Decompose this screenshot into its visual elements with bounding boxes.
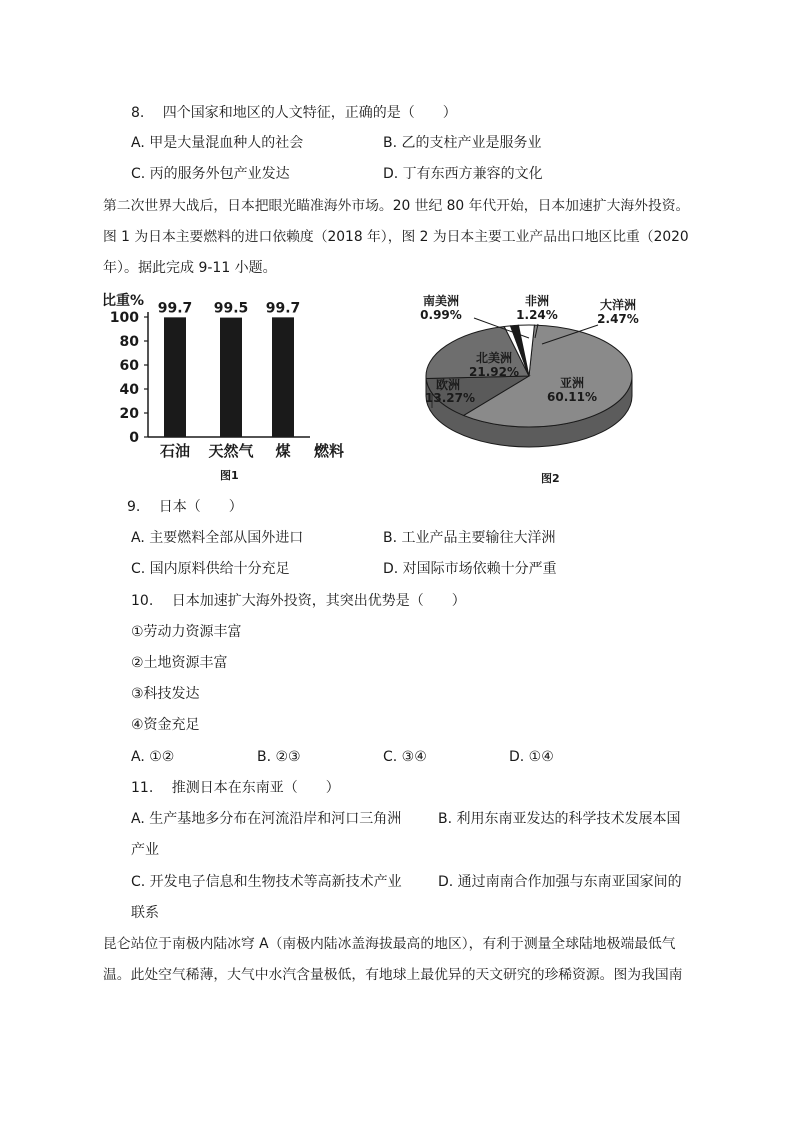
fig1-bar (164, 317, 186, 437)
passage2-line1: 昆仑站位于南极内陆冰穹 A（南极内陆冰盖海拔最高的地区），有利于测量全球陆地极端最低气 (103, 936, 676, 952)
fig2-label-value: 21.92% (469, 365, 519, 379)
q8-option-c: C. 丙的服务外包产业发达 (131, 166, 290, 182)
q11-option-d-continued: 联系 (131, 905, 159, 921)
fig2-label-value: 0.99% (420, 308, 462, 322)
q11-option-d: D. 通过南南合作加强与东南亚国家间的 (438, 874, 682, 890)
fig1-category-label: 石油 (159, 442, 191, 460)
q11-option-b: B. 利用东南亚发达的科学技术发展本国 (438, 811, 681, 827)
q9-option-a: A. 主要燃料全部从国外进口 (131, 530, 304, 546)
fig2-title: 图2 (541, 472, 560, 485)
fig2-label-name: 亚洲 (559, 376, 585, 390)
fig2-label-value: 1.24% (516, 308, 558, 322)
q9-stem: 9. 日本（ ） (127, 499, 243, 515)
fig1-ytick-label: 80 (119, 334, 139, 350)
fig2-label-value: 60.11% (547, 390, 597, 404)
q8-option-b: B. 乙的支柱产业是服务业 (383, 135, 542, 151)
q9-option-c: C. 国内原料供给十分充足 (131, 561, 290, 577)
q8-stem: 8. 四个国家和地区的人文特征，正确的是（ ） (131, 105, 457, 121)
fig1-value-label: 99.7 (265, 300, 301, 317)
figure1-bar-chart (98, 286, 360, 484)
fig1-xlabel: 燃料 (314, 442, 345, 460)
fig2-label-name: 大洋洲 (599, 298, 637, 312)
fig1-value-label: 99.7 (157, 300, 193, 317)
fig1-ytick-label: 60 (119, 358, 139, 374)
q8-option-d: D. 丁有东西方兼容的文化 (383, 166, 543, 182)
fig1-value-label: 99.5 (213, 300, 249, 317)
q9-option-d: D. 对国际市场依赖十分严重 (383, 561, 557, 577)
q11-option-b-continued: 产业 (131, 842, 159, 858)
q8-option-a: A. 甲是大量混血种人的社会 (131, 135, 304, 151)
fig1-ytick-label: 40 (119, 382, 139, 398)
fig1-ylabel: 比重% (102, 293, 145, 309)
fig2-label-name: 北美洲 (475, 351, 513, 365)
passage2-line2: 温。此处空气稀薄，大气中水汽含量极低，有地球上最优异的天文研究的珍稀资源。图为我国南 (103, 967, 683, 983)
fig1-bar (272, 317, 294, 437)
q10-item-1: ①劳动力资源丰富 (131, 624, 242, 640)
passage1-line2: 图 1 为日本主要燃料的进口依赖度（2018 年），图 2 为日本主要工业产品出口地区比重（2020 (103, 229, 689, 245)
fig1-category-label: 天然气 (208, 442, 254, 460)
fig1-ytick-label: 20 (119, 406, 139, 422)
q11-option-c: C. 开发电子信息和生物技术等高新技术产业 (131, 874, 402, 890)
figure2-pie-chart (414, 288, 654, 488)
fig2-label-name: 非洲 (524, 294, 550, 308)
q10-option-a: A. ①② (131, 749, 175, 765)
fig1-bar (220, 318, 242, 437)
q10-item-4: ④资金充足 (131, 717, 200, 733)
q11-option-a: A. 生产基地多分布在河流沿岸和河口三角洲 (131, 811, 402, 827)
q10-option-d: D. ①④ (509, 749, 554, 765)
passage1-line3: 年）。据此完成 9-11 小题。 (103, 260, 277, 276)
q10-option-b: B. ②③ (257, 749, 301, 765)
q10-item-3: ③科技发达 (131, 686, 200, 702)
fig1-ytick-label: 0 (129, 430, 139, 446)
q9-option-b: B. 工业产品主要输往大洋洲 (383, 530, 556, 546)
fig2-label-name: 南美洲 (422, 294, 460, 308)
fig1-category-label: 煤 (275, 442, 291, 460)
q11-stem: 11. 推测日本在东南亚（ ） (131, 780, 340, 796)
fig1-title: 图1 (220, 469, 239, 482)
fig2-label-value: 2.47% (597, 312, 639, 326)
q10-option-c: C. ③④ (383, 749, 427, 765)
fig2-label-value: 13.27% (425, 391, 475, 405)
passage1-line1: 第二次世界大战后，日本把眼光瞄准海外市场。20 世纪 80 年代开始，日本加速扩大海外投资。 (103, 198, 690, 214)
fig2-label-name: 欧洲 (435, 378, 461, 392)
q10-item-2: ②土地资源丰富 (131, 655, 228, 671)
q10-stem: 10. 日本加速扩大海外投资，其突出优势是（ ） (131, 593, 466, 609)
fig1-ytick-label: 100 (109, 310, 139, 326)
